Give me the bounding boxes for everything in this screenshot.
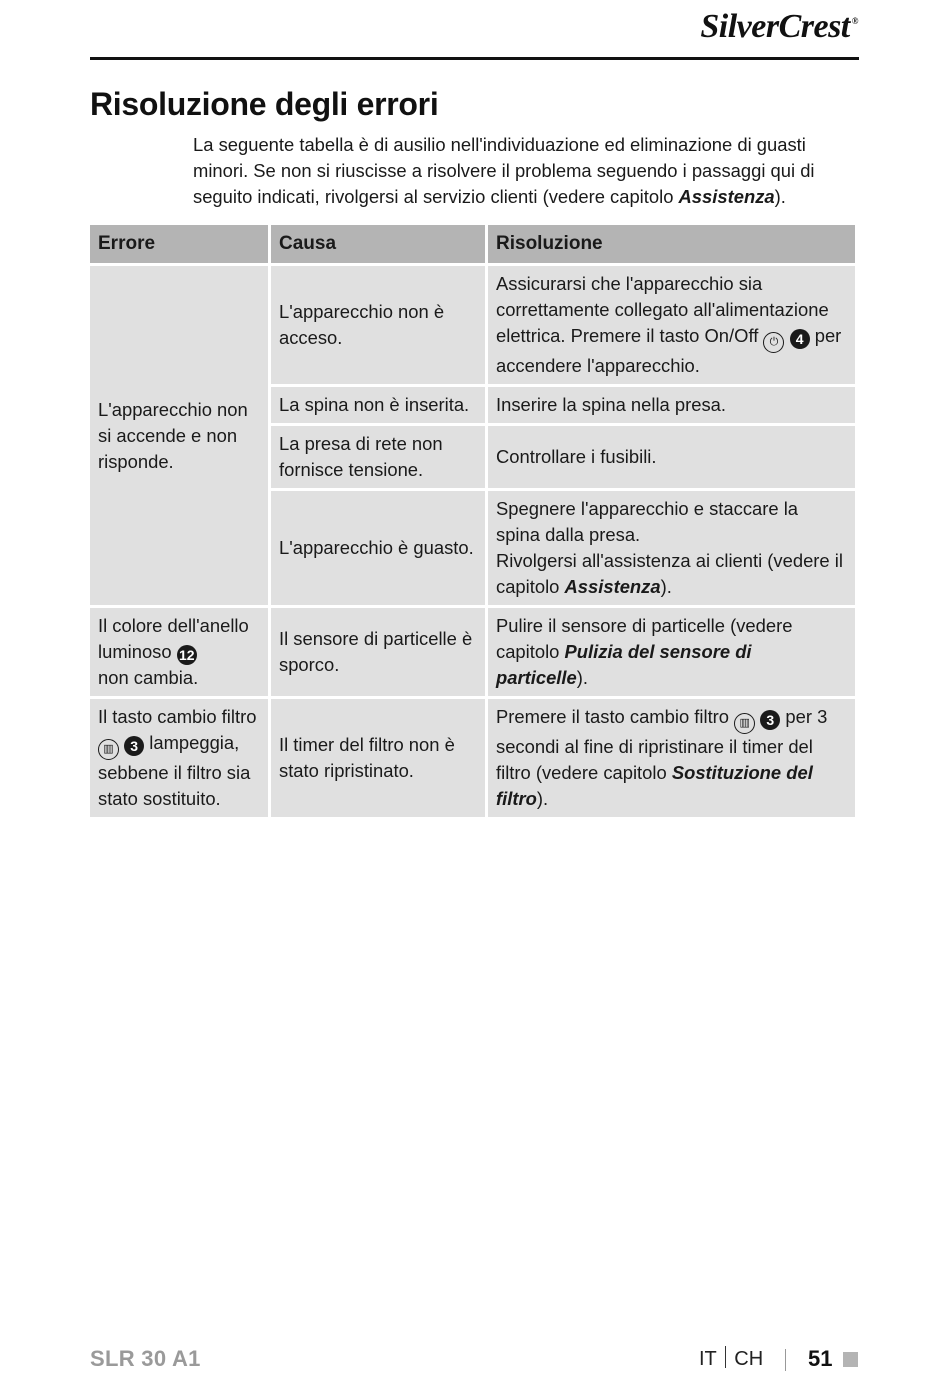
solution-cell [488, 491, 855, 605]
lang-divider [725, 1346, 727, 1368]
table-row [90, 608, 855, 696]
filter-icon: ▥ [98, 739, 119, 760]
language-codes [699, 1346, 763, 1376]
error-cell [90, 699, 268, 817]
intro-text-end: ). [774, 186, 786, 207]
cause-cell: Il sensore di particelle è sporco. [271, 608, 485, 696]
solution-cell: Inserire la spina nella presa. [488, 387, 855, 423]
solution-text: ). [660, 576, 672, 597]
header-risoluzione: Risoluzione [488, 225, 855, 263]
power-icon: ⏻ [763, 332, 784, 353]
solution-text: Assicurarsi che l'apparecchio sia correttamente collegato all'alimentazione elettrica. Premere il tasto On/Off [496, 273, 829, 346]
solution-text: per accendere l'apparecchio. [496, 325, 842, 376]
header-causa: Causa [271, 225, 485, 263]
solution-bold-ref: Sostituzione del filtro [496, 762, 813, 809]
number-badge: 3 [124, 736, 144, 756]
cause-cell: La spina non è inserita. [271, 387, 485, 423]
brand-name: SilverCrest [700, 8, 850, 45]
error-text: lampeggia, sebbene il filtro sia stato sostituito. [98, 732, 251, 809]
header-errore: Errore [90, 225, 268, 263]
page-marker-square [843, 1352, 858, 1367]
number-badge: 12 [177, 645, 197, 665]
intro-bold-ref: Assistenza [678, 186, 775, 207]
filter-icon: ▥ [734, 713, 755, 734]
solution-text: Pulire il sensore di particelle (vedere capitolo [496, 615, 793, 662]
solution-text: Rivolgersi all'assistenza ai clienti (vedere il capitolo [496, 550, 843, 597]
intro-paragraph [193, 132, 861, 210]
cause-cell: L'apparecchio è guasto. [271, 491, 485, 605]
solution-bold-ref: Assistenza [564, 576, 661, 597]
error-cell: L'apparecchio non si accende e non risponde. [90, 266, 268, 605]
cause-cell: L'apparecchio non è acceso. [271, 266, 485, 384]
number-badge: 3 [760, 710, 780, 730]
solution-text: Premere il tasto cambio filtro [496, 706, 730, 727]
footer-divider [785, 1349, 786, 1371]
table-row [90, 266, 855, 384]
solution-text: per 3 secondi al fine di ripristinare il timer del filtro (vedere capitolo [496, 706, 828, 783]
solution-text: ). [576, 667, 588, 688]
number-badge: 4 [790, 329, 810, 349]
solution-bold-ref: Pulizia del sensore di particelle [496, 641, 752, 688]
cause-cell: La presa di rete non fornisce tensione. [271, 426, 485, 488]
lang-it: IT [699, 1348, 717, 1370]
page-title: Risoluzione degli errori [90, 86, 439, 122]
error-text: Il colore dell'anello luminoso [98, 615, 249, 662]
lang-ch: CH [734, 1348, 764, 1370]
solution-cell [488, 266, 855, 384]
error-text: non cambia. [98, 667, 199, 688]
solution-text: ). [536, 788, 549, 809]
registered-mark: ® [851, 16, 858, 26]
page-number: 51 [808, 1346, 833, 1371]
table-header-row [90, 225, 855, 263]
brand-logo [700, 8, 858, 46]
error-cell [90, 608, 268, 696]
solution-cell: Controllare i fusibili. [488, 426, 855, 488]
model-number: SLR 30 A1 [90, 1346, 201, 1371]
solution-cell [488, 699, 855, 817]
solution-cell [488, 608, 855, 696]
intro-text: La seguente tabella è di ausilio nell'individuazione ed eliminazione di guasti minori. Se non si riuscisse a risolvere il problema seguendo i passaggi qui di seguito indicati, rivolgersi al servizio clienti (vedere capitolo [193, 134, 815, 207]
solution-text: Spegnere l'apparecchio e staccare la spina dalla presa. [496, 498, 799, 545]
error-text: Il tasto cambio filtro [98, 706, 257, 727]
cause-cell: Il timer del filtro non è stato ripristinato. [271, 699, 485, 817]
table-row [90, 699, 855, 817]
troubleshooting-table [87, 222, 858, 820]
header-rule [90, 57, 859, 60]
